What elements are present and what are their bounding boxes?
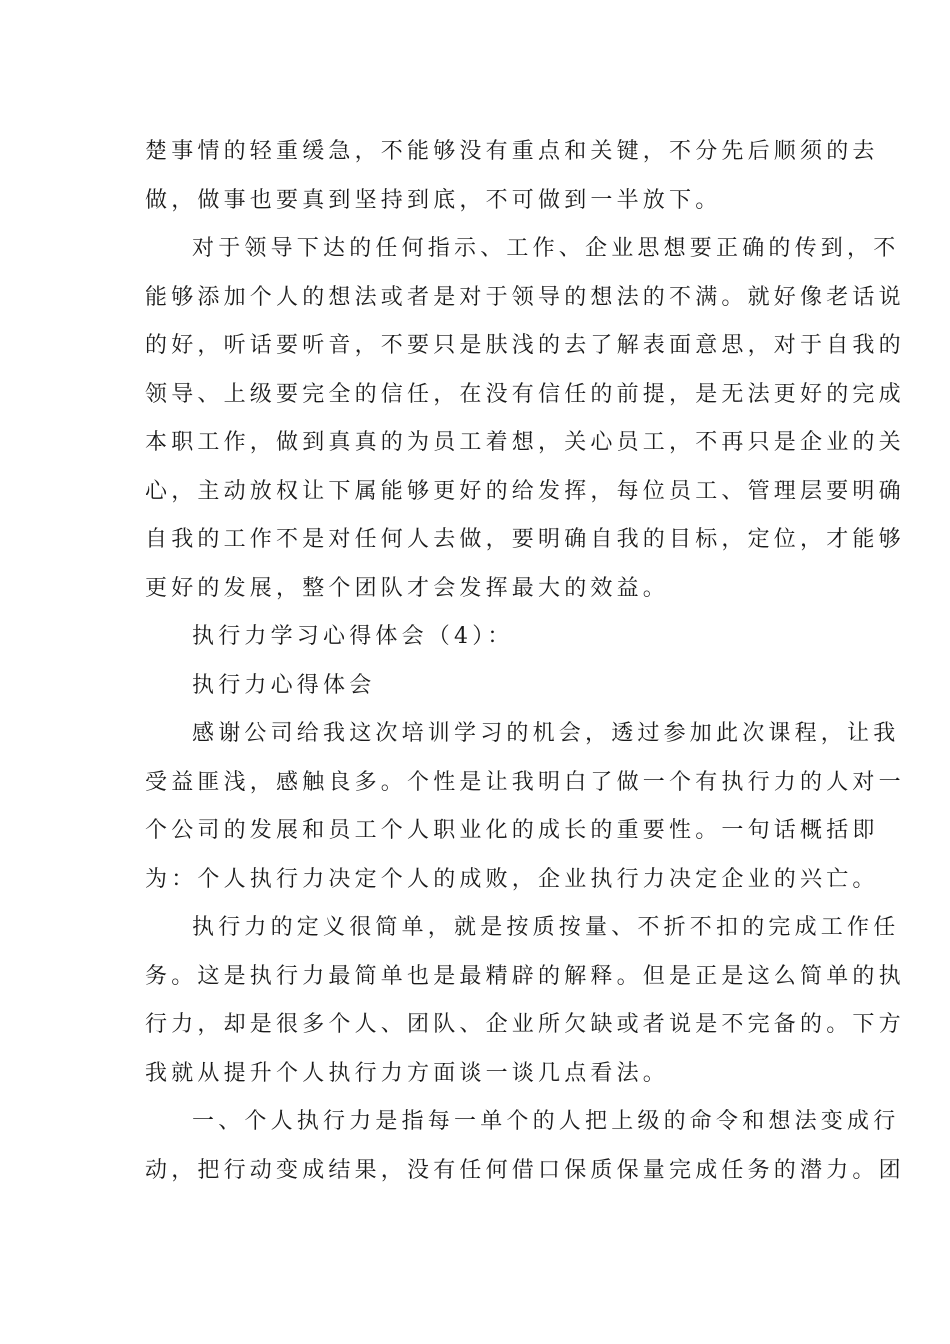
text-line: 自我的工作不是对任何人去做，要明确自我的目标，定位，才能够 <box>145 527 905 552</box>
paragraph-first-line: 一、个人执行力是指每一单个的人把上级的命令和想法变成行 <box>192 1109 900 1134</box>
text-line: 本职工作，做到真真的为员工着想，关心员工，不再只是企业的关 <box>145 430 905 455</box>
text-line: 行力，却是很多个人、团队、企业所欠缺或者说是不完备的。下方 <box>145 1012 905 1037</box>
paragraph-first-line: 执行力的定义很简单，就是按质按量、不折不扣的完成工作任 <box>192 915 900 940</box>
text-line: 能够添加个人的想法或者是对于领导的想法的不满。就好像老话说 <box>145 284 905 310</box>
section-title: 执行力心得体会 <box>192 672 376 698</box>
paragraph-first-line: 感谢公司给我这次培训学习的机会，透过参加此次课程，让我 <box>192 721 900 746</box>
paragraph-first-line: 对于领导下达的任何指示、工作、企业思想要正确的传到，不 <box>192 236 900 261</box>
text-line: 个公司的发展和员工个人职业化的成长的重要性。一句话概括即 <box>145 818 879 843</box>
section-heading: 执行力学习心得体会（4）： <box>192 624 514 649</box>
text-line: 我就从提升个人执行力方面谈一谈几点看法。 <box>145 1060 670 1086</box>
text-line: 更好的发展，整个团队才会发挥最大的效益。 <box>145 575 670 601</box>
text-line: 楚事情的轻重缓急，不能够没有重点和关键，不分先后顺须的去 <box>145 139 879 164</box>
text-line: 心，主动放权让下属能够更好的给发挥，每位员工、管理层要明确 <box>145 478 905 504</box>
text-line: 的好，听话要听音，不要只是肤浅的去了解表面意思，对于自我的 <box>145 333 905 358</box>
text-line: 领导、上级要完全的信任，在没有信任的前提，是无法更好的完成 <box>145 381 905 407</box>
text-line: 务。这是执行力最简单也是最精辟的解释。但是正是这么简单的执 <box>145 963 905 989</box>
text-line: 做，做事也要真到坚持到底，不可做到一半放下。 <box>145 187 722 213</box>
body-text <box>145 128 905 1195</box>
text-line: 受益匪浅，感触良多。个性是让我明白了做一个有执行力的人对一 <box>145 769 905 795</box>
text-line: 为：个人执行力决定个人的成败，企业执行力决定企业的兴亡。 <box>145 866 879 892</box>
text-line: 动，把行动变成结果，没有任何借口保质保量完成任务的潜力。团 <box>145 1157 905 1183</box>
